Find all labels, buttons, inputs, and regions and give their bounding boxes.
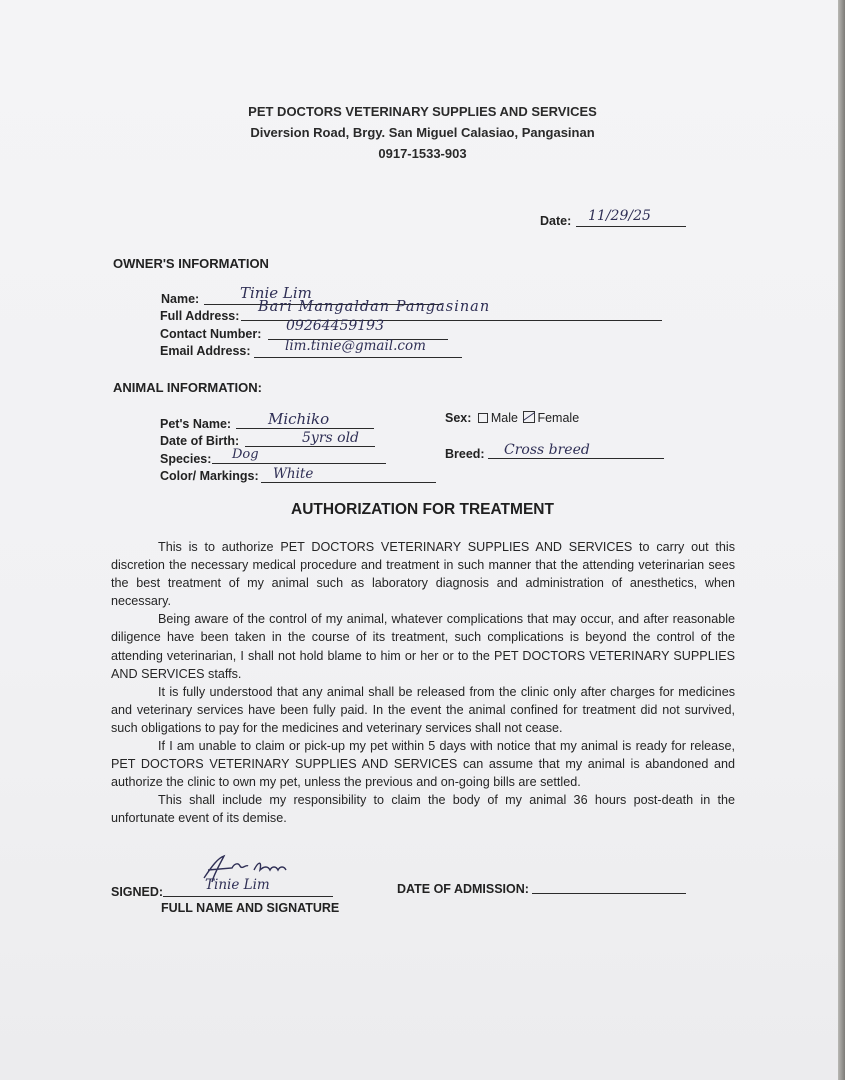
date-value[interactable]: 11/29/25 xyxy=(588,208,651,224)
species-field[interactable]: Dog xyxy=(232,447,259,462)
signed-line xyxy=(163,896,333,897)
female-checkbox[interactable] xyxy=(523,411,535,423)
email-field[interactable]: lim.tinie@gmail.com xyxy=(285,338,426,354)
email-line xyxy=(254,357,462,358)
female-option: Female xyxy=(537,411,580,425)
dob-line xyxy=(245,446,375,447)
paragraph: If I am unable to claim or pick-up my pet within 5 days with notice that my animal is ready for release, PET DOCTORS VETERINARY SUPPLIES AND SERVICES can assume that my animal is abandoned and authorize the clinic to own my pet, unless the previous and on-going bills are settled. xyxy=(111,739,735,790)
date-admission-label: DATE OF ADMISSION: xyxy=(397,882,529,896)
address-field[interactable]: Bari Mangaldan Pangasinan xyxy=(258,299,491,315)
paragraph: It is fully understood that any animal shall be released from the clinic only after charges for medicines and veterinary services have been fully paid. In the event the animal confined for treatment did not survived, such obligations to pay for the medicines and veterinary services shall not cease. xyxy=(111,684,735,735)
paragraph: This shall include my responsibility to claim the body of my animal 36 hours post-death in the unfortunate event of its demise. xyxy=(111,793,735,826)
clinic-name: PET DOCTORS VETERINARY SUPPLIES AND SERVICES xyxy=(248,104,597,119)
animal-heading: ANIMAL INFORMATION: xyxy=(113,380,262,395)
name-field[interactable]: Tinie Lim xyxy=(240,284,312,302)
page-edge-shadow xyxy=(838,0,845,1080)
authorization-body xyxy=(111,538,735,828)
color-line xyxy=(261,482,436,483)
date-admission-line[interactable] xyxy=(532,893,686,894)
pet-name-field[interactable]: Michiko xyxy=(268,410,330,428)
male-checkbox[interactable] xyxy=(478,413,488,423)
signed-label: SIGNED: xyxy=(111,885,164,899)
address-label: Full Address: xyxy=(160,309,240,323)
breed-field[interactable]: Cross breed xyxy=(504,442,590,458)
breed-label: Breed: xyxy=(445,447,485,461)
dob-label: Date of Birth: xyxy=(160,434,240,448)
sex-label: Sex: xyxy=(445,411,472,425)
date-label: Date: xyxy=(540,214,572,228)
signed-name-field[interactable]: Tinie Lim xyxy=(205,877,270,893)
paragraph: This is to authorize PET DOCTORS VETERINARY SUPPLIES AND SERVICES to carry out this discretion the necessary medical procedure and treatment in such manner that the attending veterinarian sees the best treatment of my animal such as laboratory diagnosis and administration of anesthetics, when necessary. xyxy=(111,540,735,609)
color-field[interactable]: White xyxy=(273,466,314,482)
clinic-address: Diversion Road, Brgy. San Miguel Calasiao, Pangasinan xyxy=(250,125,595,140)
dob-field[interactable]: 5yrs old xyxy=(302,430,360,446)
date-line xyxy=(576,226,686,227)
species-line xyxy=(212,463,386,464)
male-option: Male xyxy=(490,411,518,425)
signature-caption: FULL NAME AND SIGNATURE xyxy=(161,901,340,915)
email-label: Email Address: xyxy=(160,344,251,358)
owner-heading: OWNER'S INFORMATION xyxy=(113,256,269,271)
clinic-phone: 0917-1533-903 xyxy=(378,146,467,161)
color-label: Color/ Markings: xyxy=(160,469,259,483)
species-label: Species: xyxy=(160,452,212,466)
contact-field[interactable]: 09264459193 xyxy=(286,318,384,334)
pet-name-line xyxy=(236,428,374,429)
pet-name-label: Pet's Name: xyxy=(160,417,232,431)
name-label: Name: xyxy=(161,292,200,306)
contact-label: Contact Number: xyxy=(160,327,262,341)
paragraph: Being aware of the control of my animal, whatever complications that may occur, and after reasonable diligence have been taken in the course of its treatment, such complications is beyond the control of the attending veterinarian, I shall not hold blame to him or her or to the PET DOCTORS VETERINARY SUPPLIES AND SERVICES staffs. xyxy=(111,612,735,681)
breed-line xyxy=(488,458,664,459)
authorization-title: AUTHORIZATION FOR TREATMENT xyxy=(291,501,554,518)
sex-group xyxy=(445,411,579,425)
